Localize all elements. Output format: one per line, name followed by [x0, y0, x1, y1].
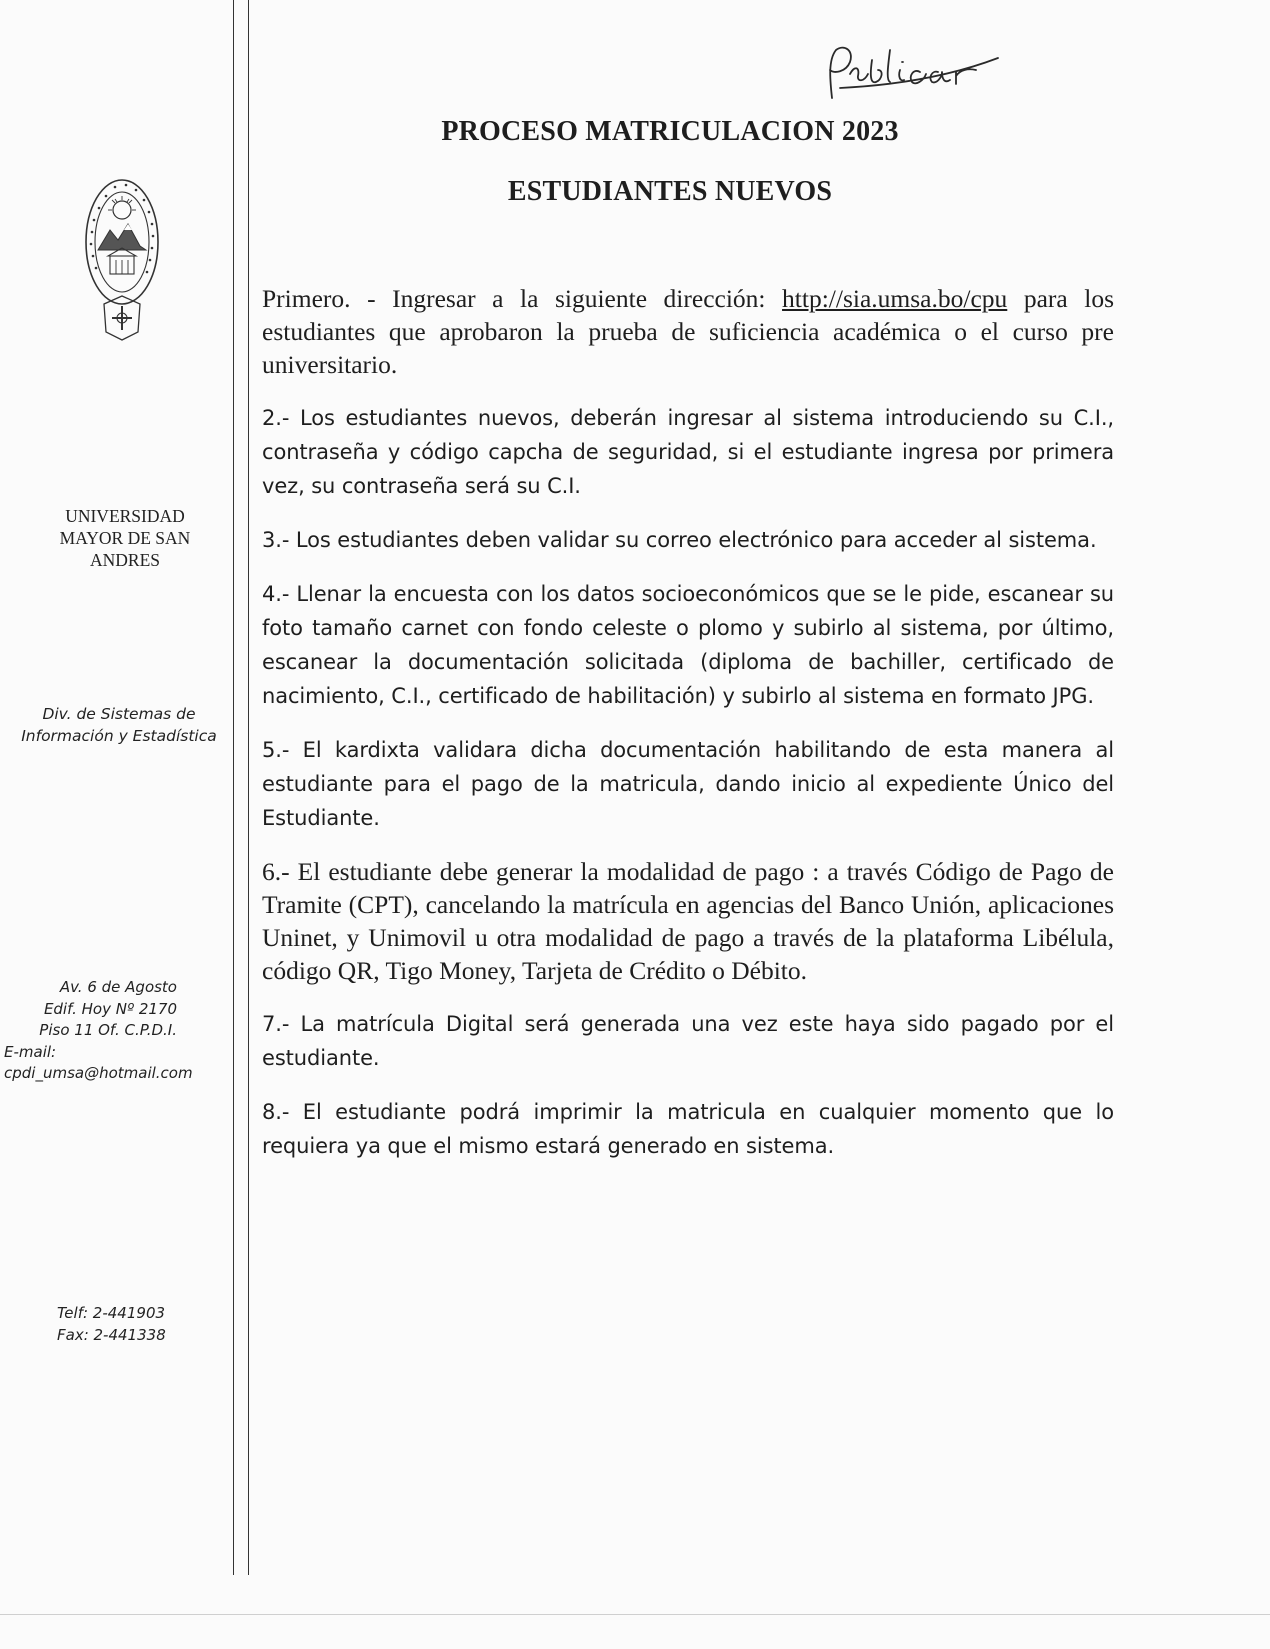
step-1	[262, 282, 1114, 381]
step-8: 8.- El estudiante podrá imprimir la matricula en cualquier momento que lo requiera ya que el mismo estará generado en sistema.	[262, 1100, 1114, 1158]
sidebar-divider-line	[248, 0, 249, 1575]
step-2: 2.- Los estudiantes nuevos, deberán ingresar al sistema introduciendo su C.I., contraseña y código capcha de seguridad, si el estudiante ingresa por primera vez, su contraseña será su C.I.	[262, 406, 1114, 498]
contact-phones	[4, 1302, 234, 1346]
step-1-text-continued: para los estudiantes que aprobaron la prueba de suficiencia académica o el curso pre universitario.	[262, 284, 1114, 379]
step-6: 6.- El estudiante debe generar la modalidad de pago : a través Código de Pago de Tramite (CPT), cancelando la matrícula en agencias del Banco Unión, aplicaciones Uninet, y Unimovil u otra modalidad de pago a través de la plataforma Libélula, código QR, Tigo Money, Tarjeta de Crédito o Débito.	[262, 857, 1114, 985]
address-building: Edif. Hoy Nº 2170	[43, 999, 177, 1018]
document-title: PROCESO MATRICULACION 2023	[441, 116, 899, 147]
registration-link[interactable]: http://sia.umsa.bo/cpu	[782, 284, 1008, 313]
step-3: 3.- Los estudiantes deben validar su correo electrónico para acceder al sistema.	[262, 528, 1097, 552]
letterhead-sidebar	[0, 0, 240, 1649]
email-label: E-mail:	[4, 1042, 57, 1061]
telephone-number: Telf: 2-441903	[57, 1304, 166, 1322]
division-name	[4, 703, 234, 747]
university-name-line: UNIVERSIDAD	[65, 506, 185, 526]
enrollment-steps	[262, 282, 1114, 1163]
document-subtitle: ESTUDIANTES NUEVOS	[507, 176, 833, 207]
step-1-text: Primero. - Ingresar a la siguiente dirección:	[262, 284, 783, 313]
step-4: 4.- Llenar la encuesta con los datos socioeconómicos que se le pide, escanear su foto tamaño carnet con fondo celeste o plomo y subirlo al sistema, por último, escanear la documentación solicitada (diploma de bachiller, certificado de nacimiento, C.I., certificado de habilitación) y subirlo al sistema en formato JPG.	[262, 582, 1114, 708]
fax-number: Fax: 2-441338	[57, 1326, 166, 1344]
handwritten-note	[820, 40, 1010, 110]
office-address	[4, 977, 234, 1085]
university-seal-icon	[82, 172, 162, 352]
university-name-line: MAYOR DE SAN	[59, 528, 191, 548]
step-5: 5.- El kardixta validara dicha documentación habilitando de esta manera al estudiante para el pago de la matricula, dando inicio al expediente Único del Estudiante.	[262, 738, 1114, 830]
university-name	[20, 505, 230, 571]
step-7: 7.- La matrícula Digital será generada una vez este haya sido pagado por el estudiante.	[262, 1012, 1114, 1070]
address-floor: Piso 11 Of. C.P.D.I.	[39, 1021, 177, 1039]
scan-edge-line	[0, 1614, 1270, 1615]
university-name-line: ANDRES	[89, 550, 160, 570]
address-street: Av. 6 de Agosto	[59, 978, 177, 996]
division-line: Div. de Sistemas de	[42, 705, 196, 723]
sidebar-divider-line	[233, 0, 234, 1575]
email-address: cpdi_umsa@hotmail.com	[4, 1064, 193, 1082]
division-line: Información y Estadística	[21, 727, 217, 745]
